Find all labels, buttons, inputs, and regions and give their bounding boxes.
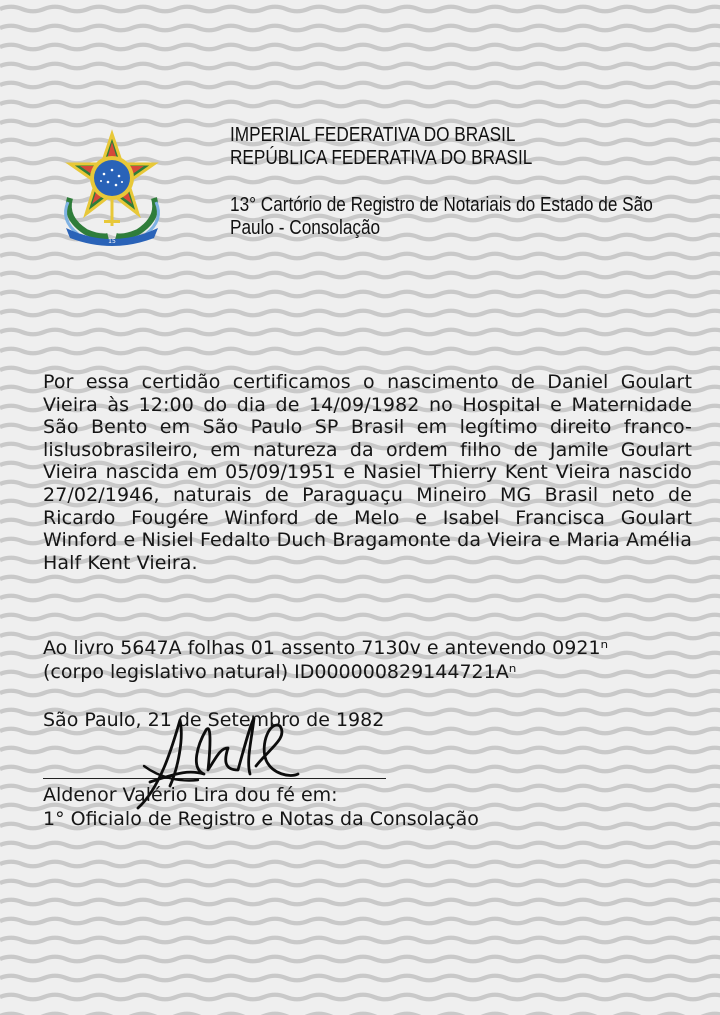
wave-line (0, 748, 720, 753)
wave-line (0, 7, 720, 12)
book-reference-line-2: (corpo legislativo natural) ID000000829144721Aⁿ (43, 661, 517, 683)
wave-line (0, 843, 720, 848)
certificate-main-text: Por essa certidão certificamos o nascimento de Daniel Goulart Vieira às 12:00 do dia de 14/09/1982 no Hospital e Maternidade São Bento em São Paulo SP Brasil em legítimo direito franco-lislusobrasileiro, em natureza da ordem filho de Jamile Goulart Vieira nascida em 05/09/1951 e Nasiel Thierry Kent Vieira nascido 27/02/1946, naturais de Paraguaçu Mineiro MG Brasil neto de Ricardo Fougére Winford de Melo e Isabel Francisca Goulart Winford e Nisiel Fedalto Duch Bragamonte da Vieira e Maria Amélia Half Kent Vieira. (43, 371, 692, 574)
wave-line (0, 938, 720, 943)
wave-line (0, 900, 720, 905)
wave-line (0, 83, 720, 88)
wave-line (0, 862, 720, 867)
book-reference-line-1: Ao livro 5647A folhas 01 assento 7130v e antevendo 0921ⁿ (43, 637, 609, 659)
registry-office-title: 13° Cartório de Registro de Notariais do Estado de São Paulo - Consolação (230, 194, 653, 239)
wave-line (0, 596, 720, 601)
document-header (230, 124, 653, 240)
certificate-body (43, 371, 692, 574)
signatory-block (43, 783, 683, 831)
header-line-republic: REPÚBLICA FEDERATIVA DO BRASIL (230, 147, 533, 169)
seal-motto: 15 (108, 238, 116, 245)
wave-line (0, 26, 720, 31)
wave-line (0, 957, 720, 962)
wave-line (0, 691, 720, 696)
wave-line (0, 615, 720, 620)
wave-line (0, 995, 720, 1000)
brazil-coat-of-arms-seal (56, 128, 168, 248)
wave-line (0, 273, 720, 278)
wave-line (0, 102, 720, 107)
wave-line (0, 919, 720, 924)
header-line-imperial: IMPERIAL FEDERATIVA DO BRASIL (230, 124, 516, 146)
wave-line (0, 330, 720, 335)
wave-line (0, 292, 720, 297)
signatory-name: Aldenor Valério Lira dou fé em: (43, 784, 338, 806)
wave-line (0, 976, 720, 981)
wave-line (0, 254, 720, 259)
wave-line (0, 311, 720, 316)
wave-line (0, 767, 720, 772)
wave-line (0, 881, 720, 886)
issue-date: São Paulo, 21 de Setembro de 1982 (43, 709, 385, 731)
wave-line (0, 577, 720, 582)
wave-line (0, 64, 720, 69)
book-reference (43, 636, 692, 684)
signatory-title: 1° Oficialo de Registro e Notas da Consolação (43, 808, 479, 830)
wave-line (0, 349, 720, 354)
wave-line (0, 45, 720, 50)
